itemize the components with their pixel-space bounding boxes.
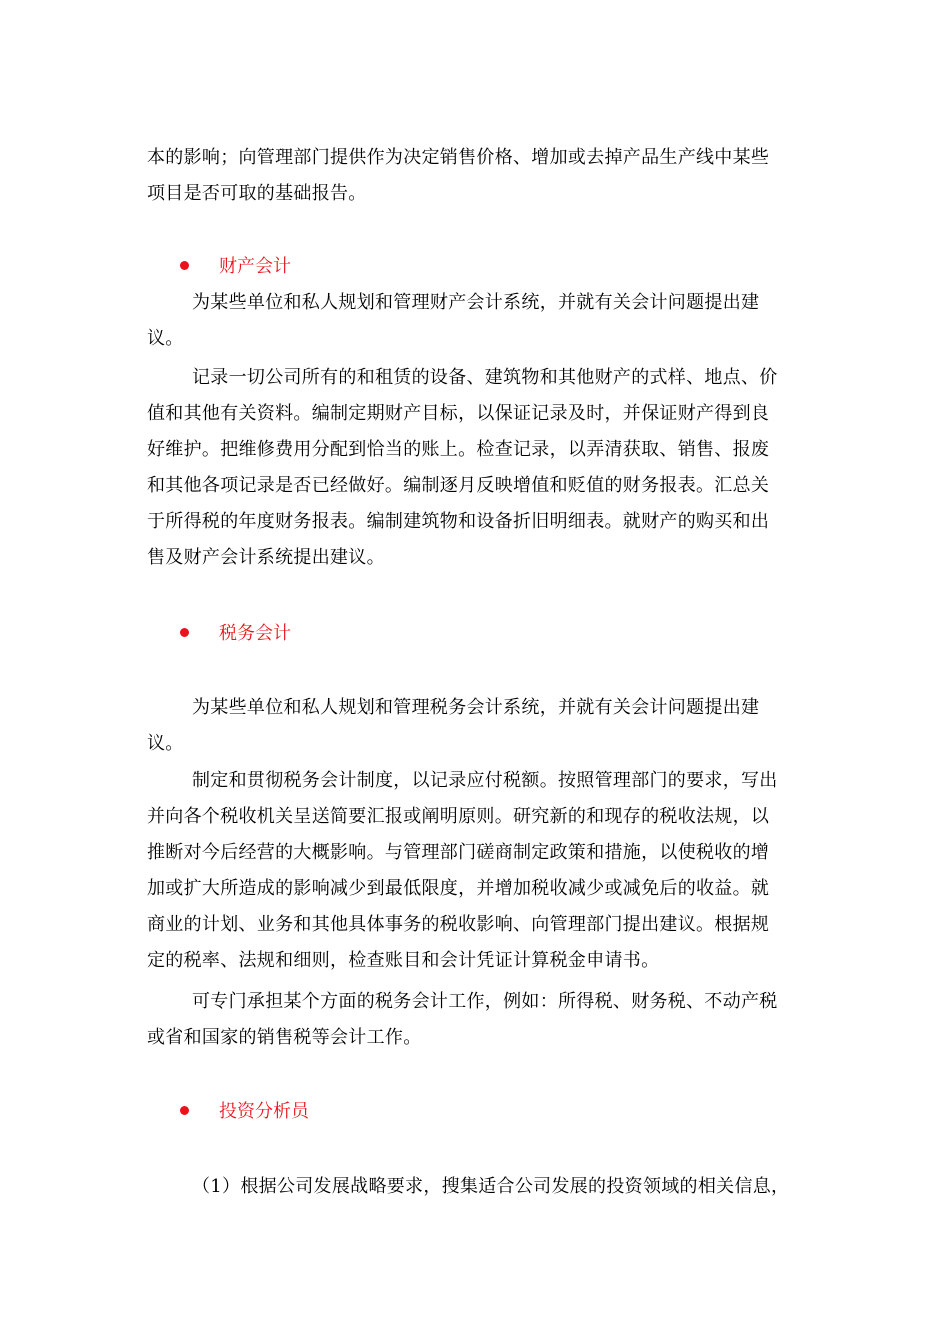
- paragraph-line: 制定和贯彻税务会计制度，以记录应付税额。按照管理部门的要求，写出: [192, 770, 778, 791]
- paragraph-line: 并向各个税收机关呈送简要汇报或阐明原则。研究新的和现存的税收法规，以: [147, 806, 770, 827]
- intro-line: 项目是否可取的基础报告。: [147, 183, 367, 204]
- bullet-icon: [180, 1106, 189, 1115]
- paragraph-line: （1）根据公司发展战略要求，搜集适合公司发展的投资领域的相关信息，: [192, 1176, 790, 1197]
- paragraph-line: 定的税率、法规和细则，检查账目和会计凭证计算税金申请书。: [147, 950, 660, 971]
- section-heading-tax-accounting: [180, 622, 291, 646]
- paragraph-line: 推断对今后经营的大概影响。与管理部门磋商制定政策和措施，以使税收的增: [147, 842, 770, 863]
- paragraph-line: 于所得税的年度财务报表。编制建筑物和设备折旧明细表。就财产的购买和出: [147, 511, 770, 532]
- paragraph-line: 为某些单位和私人规划和管理税务会计系统，并就有关会计问题提出建: [192, 697, 760, 718]
- paragraph-line: 和其他各项记录是否已经做好。编制逐月反映增值和贬值的财务报表。汇总关: [147, 475, 770, 496]
- paragraph-line: 商业的计划、业务和其他具体事务的税收影响、向管理部门提出建议。根据规: [147, 914, 770, 935]
- paragraph-line: 记录一切公司所有的和租赁的设备、建筑物和其他财产的式样、地点、价: [192, 367, 778, 388]
- paragraph-line: 议。: [147, 733, 184, 754]
- section-heading-label: 投资分析员: [219, 1101, 309, 1122]
- paragraph-line: 售及财产会计系统提出建议。: [147, 547, 385, 568]
- section-heading-property-accounting: [180, 255, 291, 279]
- bullet-icon: [180, 628, 189, 637]
- bullet-icon: [180, 261, 189, 270]
- section-heading-investment-analyst: [180, 1100, 309, 1124]
- section-heading-label: 财产会计: [219, 256, 291, 277]
- paragraph-line: 值和其他有关资料。编制定期财产目标，以保证记录及时，并保证财产得到良: [147, 403, 770, 424]
- paragraph-line: 加或扩大所造成的影响减少到最低限度，并增加税收减少或减免后的收益。就: [147, 878, 770, 899]
- paragraph-line: 议。: [147, 328, 184, 349]
- paragraph-line: 为某些单位和私人规划和管理财产会计系统，并就有关会计问题提出建: [192, 292, 760, 313]
- intro-line: 本的影响；向管理部门提供作为决定销售价格、增加或去掉产品生产线中某些: [147, 147, 770, 168]
- paragraph-line: 好维护。把维修费用分配到恰当的账上。检查记录，以弄清获取、销售、报废: [147, 439, 770, 460]
- paragraph-line: 或省和国家的销售税等会计工作。: [147, 1027, 422, 1048]
- section-heading-label: 税务会计: [219, 623, 291, 644]
- paragraph-line: 可专门承担某个方面的税务会计工作，例如：所得税、财务税、不动产税: [192, 991, 778, 1012]
